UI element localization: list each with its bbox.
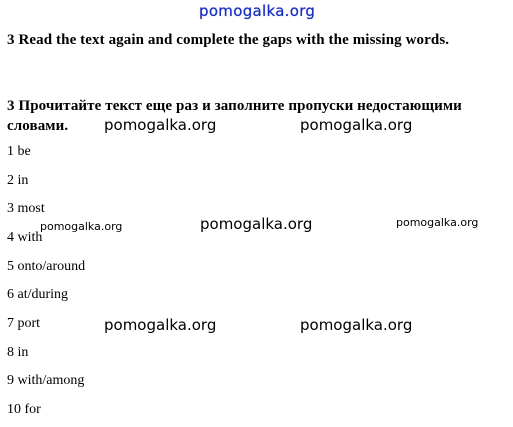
answer-item: 7 port — [7, 316, 41, 331]
answer-item: 8 in — [7, 345, 29, 360]
watermark: pomogalka.org — [40, 220, 123, 233]
answer-item: 9 with/among — [7, 373, 85, 388]
answer-item: 6 at/during — [7, 287, 69, 302]
watermark: pomogalka.org — [396, 216, 479, 229]
watermark: pomogalka.org — [300, 316, 413, 334]
heading-russian: 3 Прочитайте текст еще раз и заполните пропуски недостающими словами. — [7, 98, 462, 134]
watermark-top: pomogalka.org — [199, 2, 316, 20]
watermark: pomogalka.org — [300, 116, 413, 134]
answer-item: 5 onto/around — [7, 259, 86, 274]
watermark: pomogalka.org — [104, 316, 217, 334]
answer-item: 3 most — [7, 201, 45, 216]
watermark: pomogalka.org — [104, 116, 217, 134]
watermark: pomogalka.org — [200, 215, 313, 233]
answer-item: 2 in — [7, 173, 29, 188]
heading-english: 3 Read the text again and complete the gaps with the missing words. — [7, 32, 450, 48]
answer-item: 10 for — [7, 402, 41, 417]
answer-item: 4 with — [7, 230, 43, 245]
answer-item: 1 be — [7, 144, 31, 159]
